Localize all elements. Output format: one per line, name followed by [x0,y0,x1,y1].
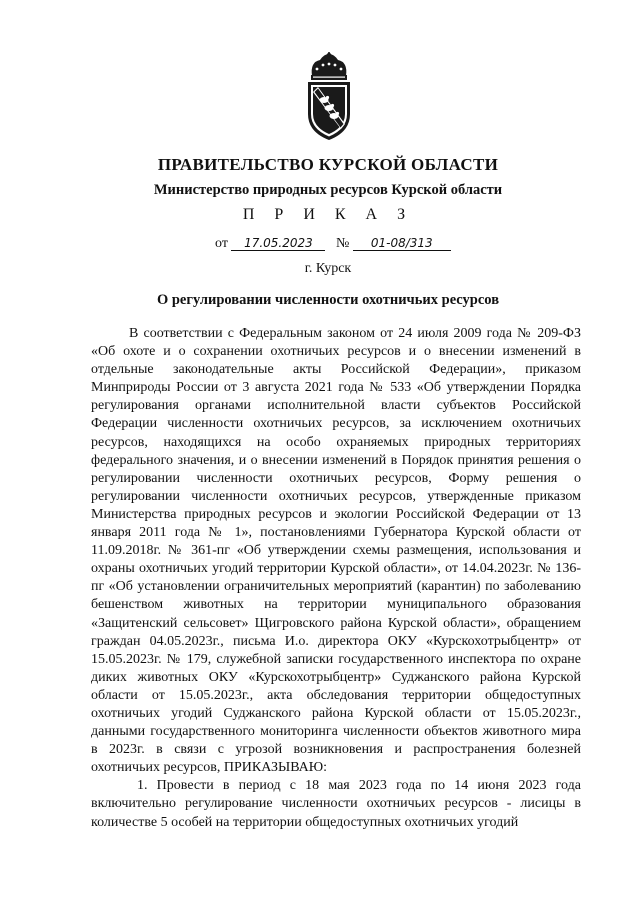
ministry-name: Министерство природных ресурсов Курской области [153,182,503,198]
city: г. Курск [304,261,352,276]
order-date: 17.05.2023 [231,236,325,251]
document-type: П Р И К А З [242,206,414,223]
order-number: 01-08/313 [353,236,451,251]
government-title: ПРАВИТЕЛЬСТВО КУРСКОЙ ОБЛАСТИ [157,155,499,174]
document-body [91,325,581,832]
order-subject: О регулировании численности охотничьих ресурсов [156,292,500,308]
number-prefix: № [335,236,350,251]
order-date-number [215,236,451,252]
preamble-paragraph: В соответствии с Федеральным законом от 24 июля 2009 года № 209-ФЗ «Об охоте и о сохранении охотничьих ресурсов и о внесении изменений в отдельные законодательные акты Российской Федерации», приказом Минприроды России от 3 августа 2021 года № 533 «Об утверждении Порядка регулирования органами исполнительной власти субъектов Российской Федерации численности охотничьих ресурсов, за исключением охотничьих ресурсов, находящихся на особо охраняемых природных территориях федерального значения, и о внесении изменений в Порядок принятия решения о регулировании численности охотничьих ресурсов, Форму решения о регулировании численности охотничьих ресурсов, утвержденные приказом Министерства природных ресурсов и экологии Российской Федерации от 13 января 2011 года № 1», постановлениями Губернатора Курской области от 11.09.2018г. № 361-пг «Об утверждении схемы размещения, использования и охраны охотничьих угодий территории Курской области», от 14.04.2023г. № 136-пг «Об установлении ограничительных мероприятий (карантин) по заболеванию бешенством животных на территории муниципального образования «Защитенский сельсовет» Щигровского района Курской области», обращением граждан 04.05.2023г., письма И.о. директора ОКУ «Курскохотрыбцентр» от 15.05.2023г. № 179, служебной записки государственного инспектора по охране диких животных ОКУ «Курскохотрыбцентр» Суджанского района Курской области от 15.05.2023г., акта обследования территории общедоступных охотничьих угодий Суджанского района Курской области от 15.05.2023г., данными государственного мониторинга численности объектов животного мира в 2023г. в связи с угрозой возникновения и распространения болезней охотничьих ресурсов, ПРИКАЗЫВАЮ: [91,326,581,776]
point-1-paragraph: 1. Провести в период с 18 мая 2023 года по 14 июня 2023 года включительно регулирование численности охотничьих ресурсов - лисицы в количестве 5 особей на территории общедоступных охотничьих угодий [91,778,581,830]
date-prefix: от [215,236,228,251]
kursk-coat-of-arms-icon [302,52,356,142]
